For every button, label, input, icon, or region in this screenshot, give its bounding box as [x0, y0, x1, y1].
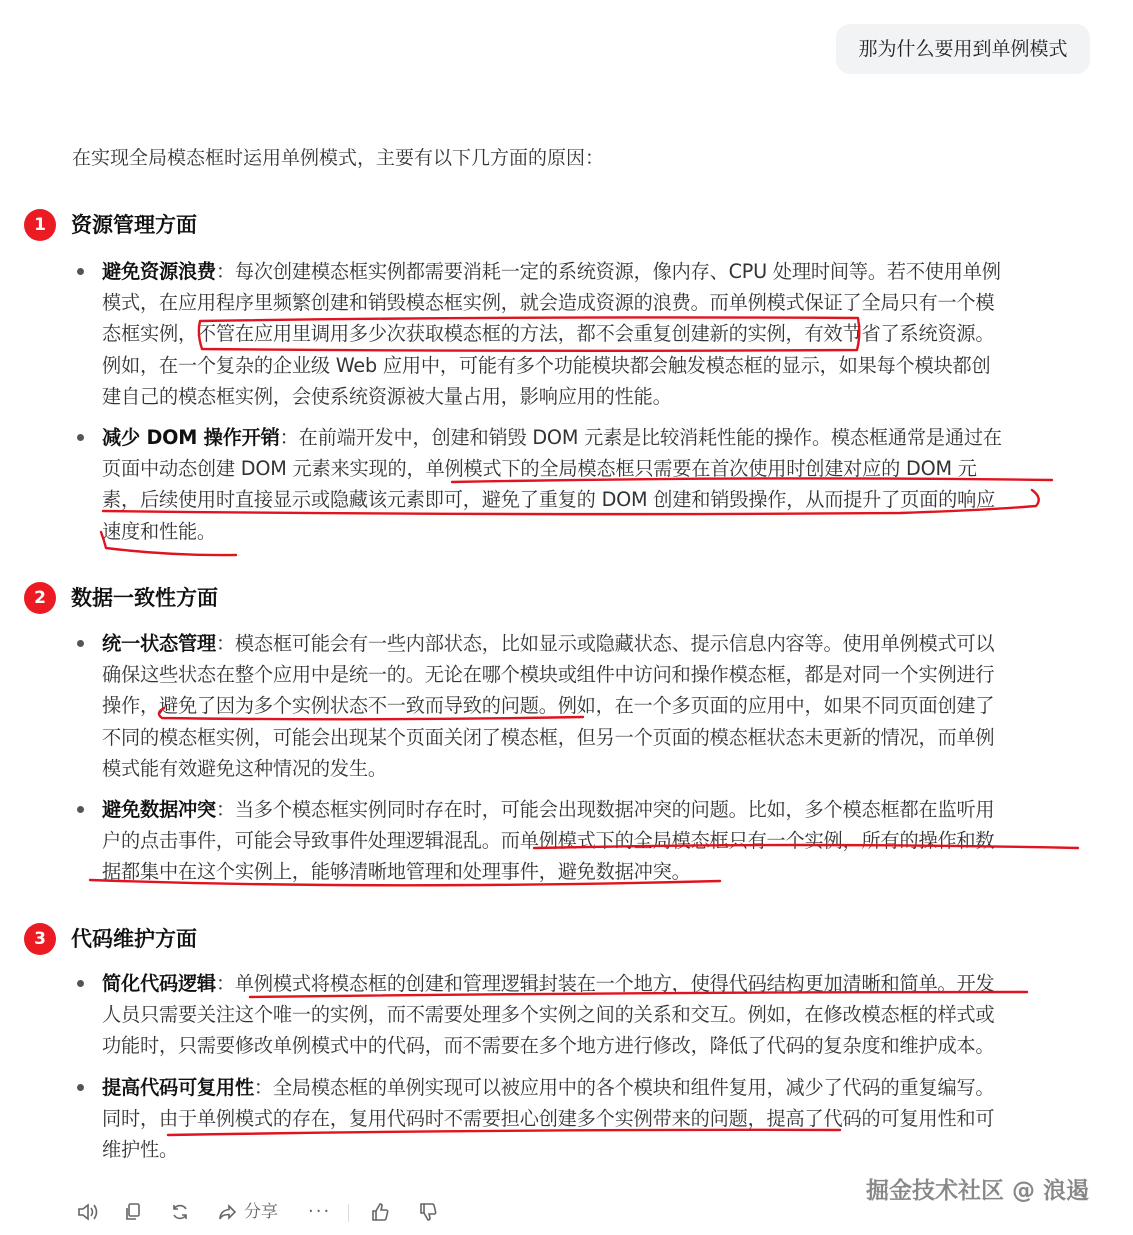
- like-button[interactable]: [370, 1196, 392, 1228]
- item-text: ：在前端开发中，创建和销毁 DOM 元素是比较消耗性能的操作。模态框通常是通过在: [279, 426, 1002, 449]
- share-button[interactable]: [218, 1196, 288, 1228]
- item-text: 不同的模态框实例，可能会出现某个页面关闭了模态框，但另一个页面的模态框状态未更新的情况，而单例: [102, 725, 995, 749]
- item-text: 据都集中在这个实例上，能够清晰地管理和处理事件，避免数据冲突。: [102, 860, 691, 884]
- speaker-icon: [76, 1202, 98, 1222]
- thumbs-up-icon: [370, 1202, 390, 1222]
- thumbs-down-icon: [418, 1202, 438, 1222]
- section-title: 资源管理方面: [71, 213, 197, 237]
- item-term: 提高代码可复用性: [102, 1076, 254, 1099]
- dislike-button[interactable]: [418, 1196, 440, 1228]
- list-item-reduce-dom-overhead: [102, 422, 1082, 547]
- item-text: ：单例模式将模态框的创建和管理逻辑封装在一个地方，使得代码结构更加清晰和简单。开发: [215, 972, 995, 995]
- item-text: 户的点击事件，可能会导致事件处理逻辑混乱。而单例模式下的全局模态框只有一个实例，所有的操作和数: [102, 829, 995, 853]
- item-text: 模式，在应用程序里频繁创建和销毁模态框实例，就会造成资源的浪费。而单例模式保证了全局只有一个模: [102, 291, 995, 315]
- list-item-unified-state: [102, 628, 1082, 784]
- user-message-bubble: 那为什么要用到单例模式: [836, 24, 1090, 74]
- item-term: 简化代码逻辑: [102, 972, 216, 995]
- item-term: 避免数据冲突: [102, 798, 216, 821]
- item-text: 维护性。: [102, 1138, 178, 1162]
- refresh-icon: [170, 1202, 190, 1222]
- bullet-dot: [77, 640, 84, 647]
- toolbar-divider: [348, 1204, 349, 1222]
- item-text: 速度和性能。: [102, 519, 216, 543]
- answer-intro: 在实现全局模态框时运用单例模式，主要有以下几方面的原因：: [72, 147, 605, 169]
- item-term: 统一状态管理: [102, 632, 216, 655]
- item-text: ：模态框可能会有一些内部状态，比如显示或隐藏状态、提示信息内容等。使用单例模式可以: [215, 632, 995, 655]
- section-2-heading: [24, 581, 524, 617]
- section-title: 数据一致性方面: [71, 586, 218, 610]
- message-action-toolbar: [72, 1196, 492, 1230]
- item-text: ：全局模态框的单例实现可以被应用中的各个模块和组件复用，减少了代码的重复编写。: [253, 1076, 995, 1099]
- item-text: 模式能有效避免这种情况的发生。: [102, 756, 387, 780]
- item-text: 同时，由于单例模式的存在，复用代码时不需要担心创建多个实例带来的问题，提高了代码的可复用性和可: [102, 1107, 995, 1131]
- list-item-simplify-logic: [102, 968, 1082, 1062]
- copy-icon: [124, 1202, 142, 1222]
- bullet-dot: [77, 1084, 84, 1091]
- list-item-avoid-data-conflict: [102, 794, 1082, 888]
- section-number-badge: 2: [24, 582, 56, 614]
- item-text: ：每次创建模态框实例都需要消耗一定的系统资源，像内存、CPU 处理时间等。若不使用单例: [215, 260, 1001, 283]
- item-text: 素，后续使用时直接显示或隐藏该元素即可，避免了重复的 DOM 创建和销毁操作，从而提升了页面的响应: [102, 488, 996, 512]
- item-text: 页面中动态创建 DOM 元素来实现的，单例模式下的全局模态框只需要在首次使用时创建对应的 DOM 元: [102, 457, 977, 481]
- item-text: 人员只需要关注这个唯一的实例，而不需要处理多个实例之间的关系和交互。例如，在修改模态框的样式或: [102, 1003, 995, 1027]
- item-text: 建自己的模态框实例，会使系统资源被大量占用，影响应用的性能。: [102, 384, 672, 408]
- bullet-dot: [77, 980, 84, 987]
- item-term: 减少 DOM 操作开销: [102, 426, 280, 449]
- list-item-improve-reusability: [102, 1072, 1082, 1166]
- share-icon: [218, 1202, 238, 1222]
- item-term: 避免资源浪费: [102, 260, 216, 283]
- section-title: 代码维护方面: [71, 927, 197, 951]
- regenerate-button[interactable]: [170, 1196, 192, 1228]
- item-text: ：当多个模态框实例同时存在时，可能会出现数据冲突的问题。比如，多个模态框都在监听用: [215, 798, 995, 821]
- watermark: 掘金技术社区 @ 浪遏: [866, 1178, 1090, 1204]
- read-aloud-button[interactable]: [76, 1196, 98, 1228]
- bullet-dot: [77, 268, 84, 275]
- item-text: 确保这些状态在整个应用中是统一的。无论在哪个模块或组件中访问和操作模态框，都是对同一个实例进行: [102, 663, 995, 687]
- item-text: 态框实例，不管在应用里调用多少次获取模态框的方法，都不会重复创建新的实例，有效节省了系统资源。: [102, 322, 995, 346]
- section-number-badge: 3: [24, 923, 56, 955]
- list-item-avoid-resource-waste: [102, 256, 1082, 412]
- item-text: 例如，在一个复杂的企业级 Web 应用中，可能有多个功能模块都会触发模态框的显示，如果每个模块都创: [102, 353, 991, 377]
- item-text: 功能时，只需要修改单例模式中的代码，而不需要在多个地方进行修改，降低了代码的复杂度和维护成本。: [102, 1034, 995, 1058]
- section-number-badge: 1: [24, 209, 56, 241]
- section-3-heading: [24, 922, 524, 958]
- more-button[interactable]: ···: [308, 1201, 332, 1222]
- bullet-dot: [77, 434, 84, 441]
- item-text: 操作，避免了因为多个实例状态不一致而导致的问题。例如，在一个多页面的应用中，如果不同页面创建了: [102, 694, 995, 718]
- copy-button[interactable]: [124, 1196, 144, 1228]
- section-1-heading: [24, 208, 524, 244]
- share-label: 分享: [244, 1202, 278, 1222]
- bullet-dot: [77, 806, 84, 813]
